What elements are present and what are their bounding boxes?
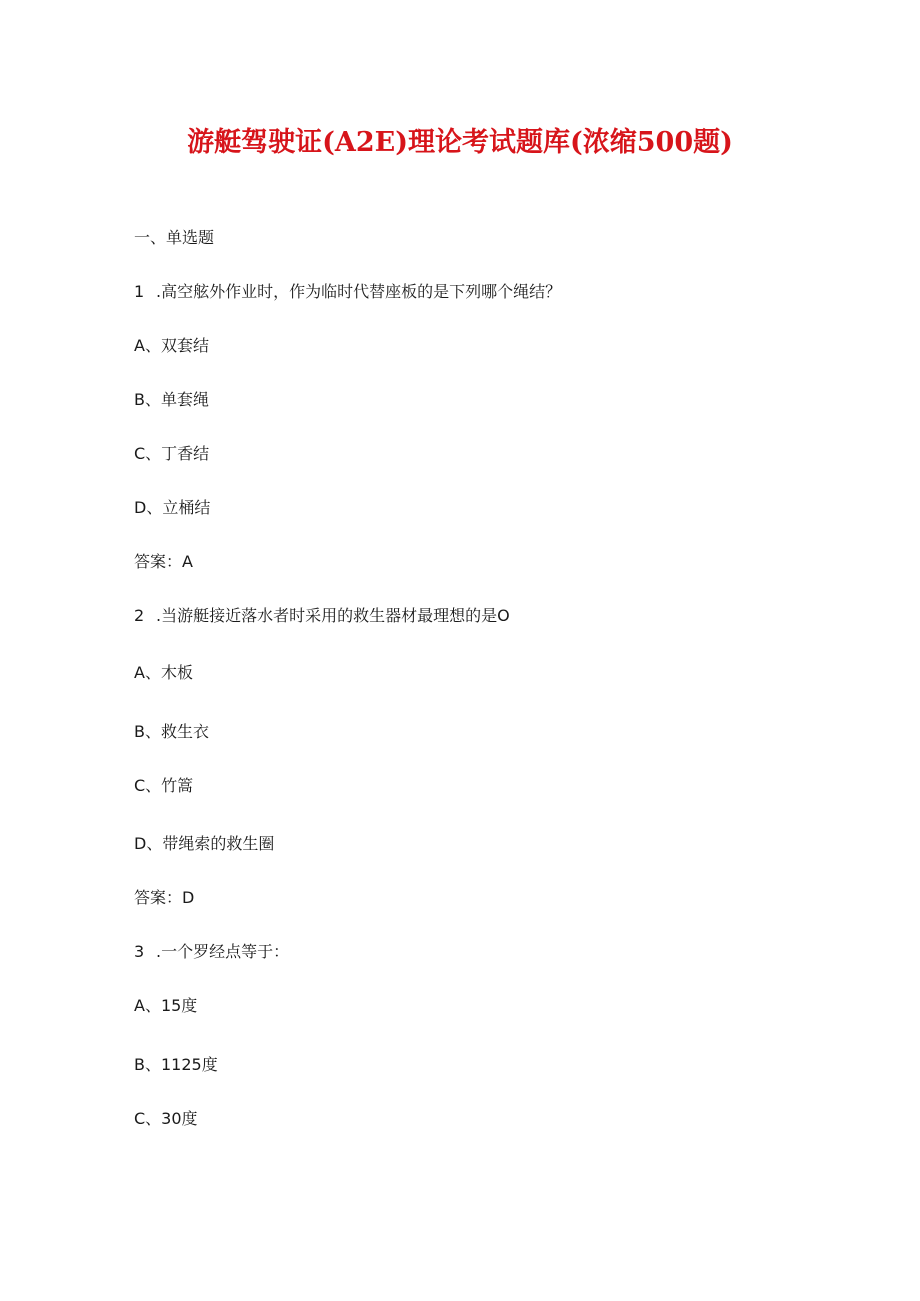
question-3-option-c: C、30度 (134, 1109, 198, 1128)
question-number: 3 (134, 942, 145, 961)
question-1-option-a: A、双套结 (134, 336, 209, 355)
question-number: 1 (134, 282, 145, 301)
question-1-option-c: C、丁香结 (134, 444, 210, 463)
question-1-option-b: B、单套绳 (134, 390, 209, 409)
question-2-option-d: D、带绳索的救生圈 (134, 834, 275, 853)
question-1-answer: 答案：A (134, 552, 193, 571)
question-3-option-a: A、15度 (134, 996, 198, 1015)
question-number: 2 (134, 606, 145, 625)
question-2 (134, 606, 510, 626)
question-1 (134, 282, 561, 302)
question-2-answer: 答案：D (134, 888, 195, 907)
question-2-option-b: B、救生衣 (134, 722, 209, 741)
question-stem: .高空舷外作业时，作为临时代替座板的是下列哪个绳结？ (156, 282, 562, 301)
question-2-option-a: A、木板 (134, 663, 193, 682)
question-3-option-b: B、1125度 (134, 1055, 218, 1074)
section-heading: 一、单选题 (134, 228, 215, 247)
question-stem: .当游艇接近落水者时采用的救生器材最理想的是O (156, 606, 510, 625)
question-stem: .一个罗经点等于： (156, 942, 290, 961)
question-3 (134, 942, 289, 962)
question-2-option-c: C、竹篙 (134, 776, 194, 795)
question-1-option-d: D、立桶结 (134, 498, 211, 517)
document-title: 游艇驾驶证(A2E)理论考试题库(浓缩500题) (187, 127, 733, 158)
